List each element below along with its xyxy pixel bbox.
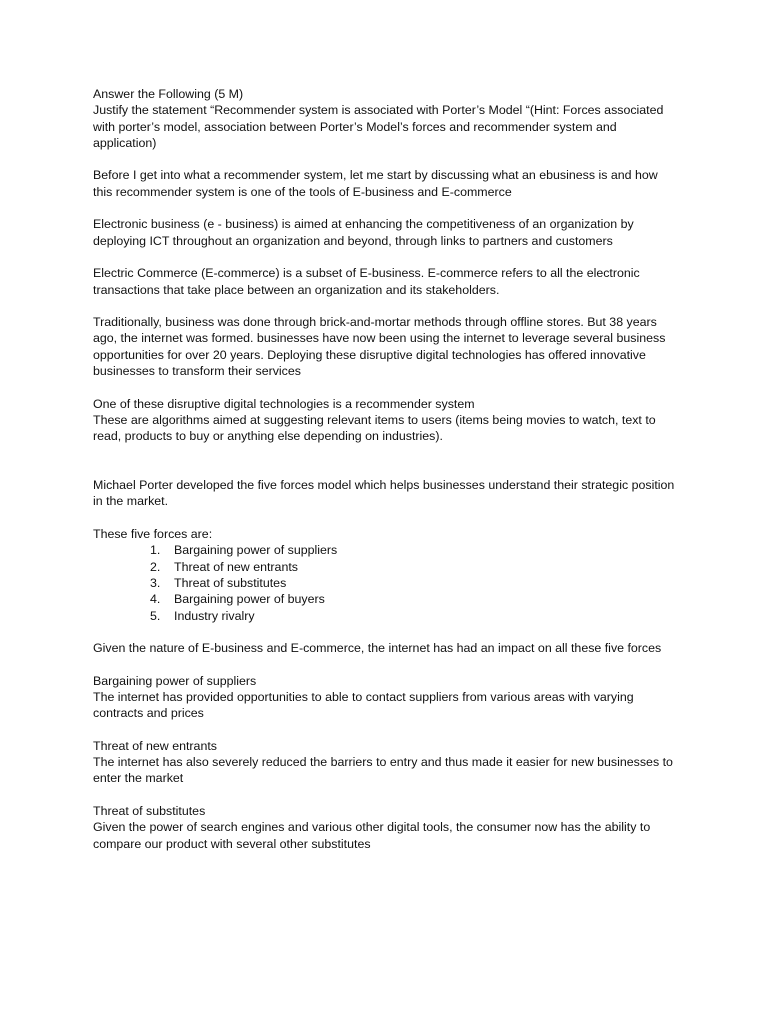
forces-intro: These five forces are: <box>93 527 213 542</box>
document-page <box>93 86 678 852</box>
traditional-business-paragraph: Traditionally, business was done through brick-and-mortar methods through offline stores. But 38 years ago, the internet was formed. businesses have now been using the internet to leverage several business opportunities for over 20 years. Deploying these disruptive digital technologies has offered innovative businesses to transform their services <box>93 315 666 379</box>
ebusiness-paragraph: Electronic business (e - business) is aimed at enhancing the competitiveness of an organization by deploying ICT throughout an organization and beyond, through links to partners and customers <box>93 217 634 248</box>
list-item-label: Threat of new entrants <box>174 559 298 574</box>
list-number: 4. <box>150 592 161 607</box>
question-heading: Answer the Following (5 M) <box>93 87 244 101</box>
list-item-label: Threat of substitutes <box>174 575 287 590</box>
list-item <box>93 559 678 575</box>
intro-paragraph: Before I get into what a recommender system, let me start by discussing what an ebusiness is and how this recommender system is one of the tools of E-business and E-commerce <box>93 168 658 199</box>
question-text: Justify the statement “Recommender system is associated with Porter’s Model “(Hint: Forces associated with porter’s model, association between Porter’s Model’s forces and recommender system and application) <box>93 103 664 150</box>
list-number: 1. <box>150 543 161 558</box>
list-item-label: Bargaining power of buyers <box>174 592 325 607</box>
section-body-suppliers: The internet has provided opportunities to able to contact suppliers from various areas with varying contracts and prices <box>93 689 634 721</box>
disruptive-tech-line: One of these disruptive digital technologies is a recommender system <box>93 396 475 411</box>
section-body-new-entrants: The internet has also severely reduced the barriers to entry and thus made it easier for new businesses to enter the market <box>93 755 673 786</box>
ecommerce-paragraph: Electric Commerce (E-commerce) is a subset of E-business. E-commerce refers to all the electronic transactions that take place between an organization and its stakeholders. <box>93 266 640 297</box>
section-body-substitutes: Given the power of search engines and various other digital tools, the consumer now has the ability to compare our product with several other substitutes <box>93 820 651 851</box>
forces-list <box>93 542 678 623</box>
list-number: 2. <box>150 559 161 574</box>
section-title-suppliers: Bargaining power of suppliers <box>93 673 257 688</box>
list-item-label: Bargaining power of suppliers <box>174 543 338 558</box>
list-item <box>93 591 678 607</box>
recommender-definition: These are algorithms aimed at suggesting relevant items to users (items being movies to watch, text to read, products to buy or anything else depending on industries). <box>93 412 656 444</box>
list-number: 3. <box>150 575 161 590</box>
list-number: 5. <box>150 608 161 623</box>
list-item <box>93 575 678 591</box>
porter-paragraph: Michael Porter developed the five forces model which helps businesses understand their strategic position in the market. <box>93 478 675 509</box>
section-title-substitutes: Threat of substitutes <box>93 804 206 819</box>
list-item-label: Industry rivalry <box>174 608 255 623</box>
list-item <box>93 608 678 624</box>
section-title-new-entrants: Threat of new entrants <box>93 738 217 753</box>
internet-impact-paragraph: Given the nature of E-business and E-commerce, the internet has had an impact on all these five forces <box>93 641 662 656</box>
list-item <box>93 542 678 558</box>
